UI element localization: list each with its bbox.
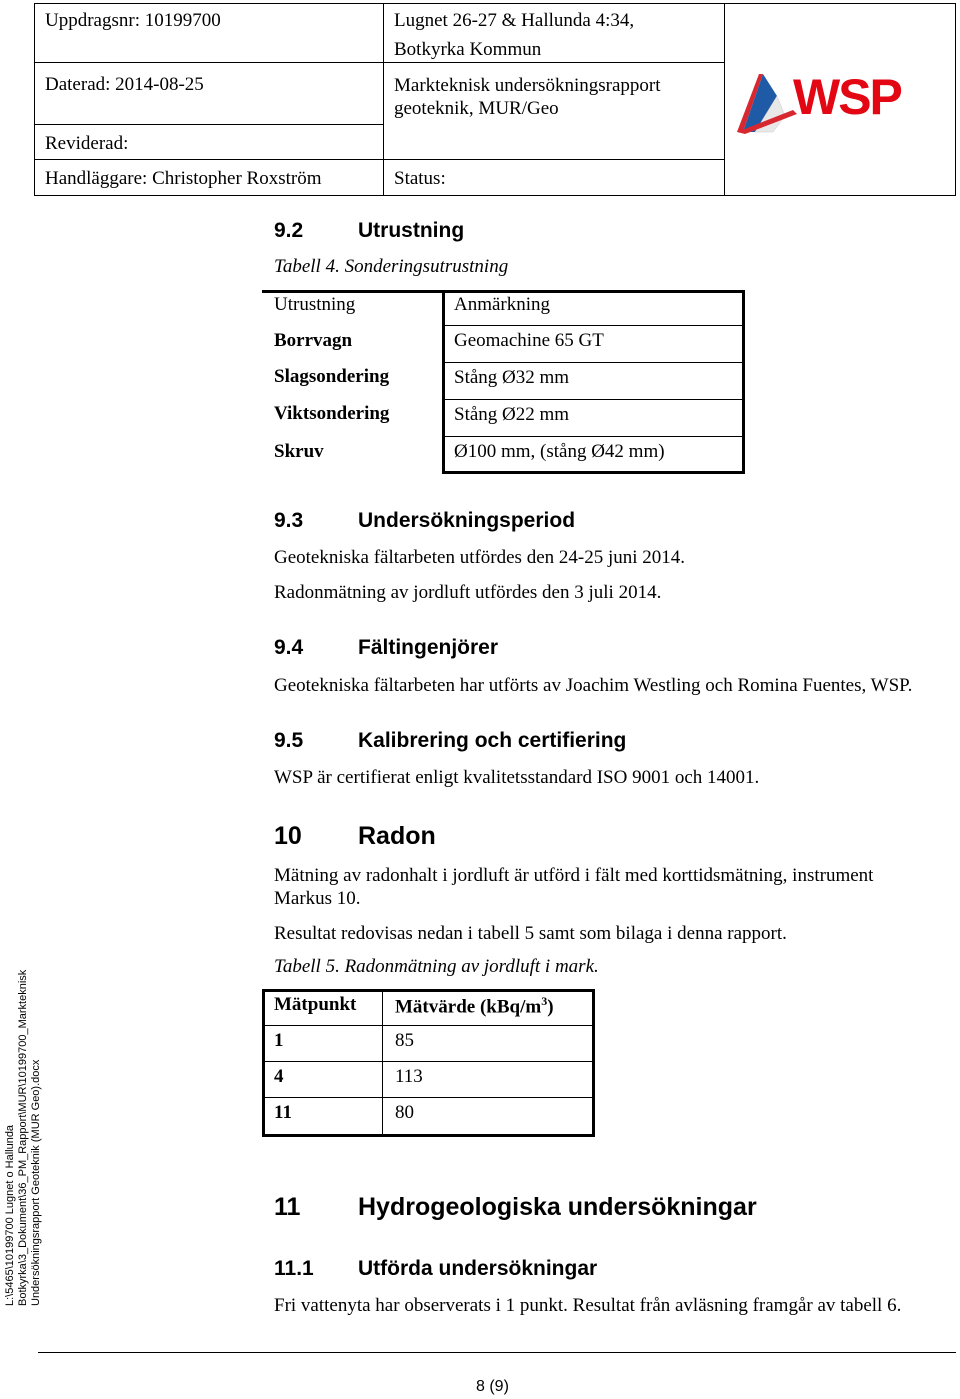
equipment-table xyxy=(262,290,745,474)
heading-number: 9.5 xyxy=(274,729,304,752)
table-rule xyxy=(442,325,745,326)
heading-radon: Radon xyxy=(358,822,436,850)
heading-kalibrering: Kalibrering och certifiering xyxy=(358,729,627,752)
heading-number: 9.3 xyxy=(274,509,304,532)
header-divider xyxy=(724,4,725,195)
table-cell: 1 xyxy=(274,1030,284,1051)
status-label: Status: xyxy=(394,168,446,189)
svg-text:WSP: WSP xyxy=(793,69,901,125)
file-path-line: Botkyrka\3_Dokument\36_PM_Rapport\MUR\10199700_Markteknisk xyxy=(17,969,29,1306)
table-cell: Viktsondering xyxy=(274,403,390,424)
paragraph: Radonmätning av jordluft utfördes den 3 juli 2014. xyxy=(274,582,662,603)
heading-number: 9.2 xyxy=(274,219,304,242)
header-divider xyxy=(35,159,383,160)
file-path-line: L:\5465\10199700 Lugnet o Hallunda xyxy=(4,1124,16,1306)
handler: Handläggare: Christopher Roxström xyxy=(45,168,322,189)
wsp-logo xyxy=(733,66,923,136)
table-cell: Skruv xyxy=(274,441,324,462)
table-cell: 4 xyxy=(274,1066,284,1087)
table-rule xyxy=(262,1025,595,1026)
table-cell: 85 xyxy=(395,1030,414,1051)
paragraph: Mätning av radonhalt i jordluft är utförd i fält med korttidsmätning, instrument xyxy=(274,865,874,886)
radon-table xyxy=(262,989,595,1137)
table-header-text: Mätvärde (kBq/m xyxy=(395,996,542,1018)
heading-number: 10 xyxy=(274,822,302,850)
table-cell: Ø100 mm, (stång Ø42 mm) xyxy=(454,441,665,462)
page-number: 8 (9) xyxy=(476,1378,509,1395)
header-divider xyxy=(383,62,724,63)
table-rule xyxy=(262,1097,595,1098)
project-name: Lugnet 26-27 & Hallunda 4:34, xyxy=(394,10,635,31)
table-header: Mätpunkt xyxy=(274,994,357,1015)
table-cell: Borrvagn xyxy=(274,330,353,351)
heading-faltingenjorer: Fältingenjörer xyxy=(358,636,499,659)
table-header-end: ) xyxy=(547,996,554,1018)
header-divider xyxy=(35,124,383,125)
table-header: Anmärkning xyxy=(454,294,551,315)
header-divider xyxy=(383,4,384,195)
date-dated: Daterad: 2014-08-25 xyxy=(45,74,204,95)
file-path-line: Undersökningsrapport Geoteknik (MUR Geo).docx xyxy=(30,1059,42,1306)
date-revised: Reviderad: xyxy=(45,133,129,154)
table-caption: Tabell 5. Radonmätning av jordluft i mark. xyxy=(274,956,599,977)
footer-rule xyxy=(38,1352,956,1353)
paragraph: Markus 10. xyxy=(274,888,361,909)
heading-utforda: Utförda undersökningar xyxy=(358,1257,598,1280)
table-rule xyxy=(442,399,745,400)
heading-utrustning: Utrustning xyxy=(358,219,465,242)
heading-number: 11.1 xyxy=(274,1257,314,1280)
table-cell: 113 xyxy=(395,1066,423,1087)
table-header: Utrustning xyxy=(274,294,356,315)
report-subtitle: geoteknik, MUR/Geo xyxy=(394,98,559,119)
table-cell: Stång Ø32 mm xyxy=(454,367,570,388)
table-cell: 80 xyxy=(395,1102,414,1123)
file-path-sidebar xyxy=(4,970,43,1306)
paragraph: Geotekniska fältarbeten har utförts av Joachim Westling och Romina Fuentes, WSP. xyxy=(274,675,913,696)
table-header-sup: 3 xyxy=(541,994,548,1008)
table-rule xyxy=(382,989,383,1137)
table-border xyxy=(262,290,442,293)
paragraph: Fri vattenyta har observerats i 1 punkt. Resultat från avläsning framgår av tabell 6. xyxy=(274,1295,902,1316)
report-title: Markteknisk undersökningsrapport xyxy=(394,75,661,96)
heading-undersokningsperiod: Undersökningsperiod xyxy=(358,509,576,532)
paragraph: WSP är certifierat enligt kvalitetsstandard ISO 9001 och 14001. xyxy=(274,767,760,788)
table-cell: Geomachine 65 GT xyxy=(454,330,604,351)
table-cell: Stång Ø22 mm xyxy=(454,404,570,425)
table-rule xyxy=(442,436,745,437)
paragraph: Geotekniska fältarbeten utfördes den 24-25 juni 2014. xyxy=(274,547,686,568)
heading-hydrogeologiska: Hydrogeologiska undersökningar xyxy=(358,1193,757,1221)
table-cell: Slagsondering xyxy=(274,366,390,387)
table-rule xyxy=(442,362,745,363)
document-header xyxy=(34,3,956,196)
table-cell: 11 xyxy=(274,1102,292,1123)
paragraph: Resultat redovisas nedan i tabell 5 samt som bilaga i denna rapport. xyxy=(274,923,787,944)
table-rule xyxy=(262,1061,595,1062)
header-divider xyxy=(35,62,383,63)
project-municipality: Botkyrka Kommun xyxy=(394,39,542,60)
header-divider xyxy=(383,159,724,160)
assignment-number: Uppdragsnr: 10199700 xyxy=(45,10,221,31)
heading-number: 11 xyxy=(274,1193,301,1221)
table-header xyxy=(395,994,554,1018)
heading-number: 9.4 xyxy=(274,636,304,659)
table-caption: Tabell 4. Sonderingsutrustning xyxy=(274,256,509,277)
